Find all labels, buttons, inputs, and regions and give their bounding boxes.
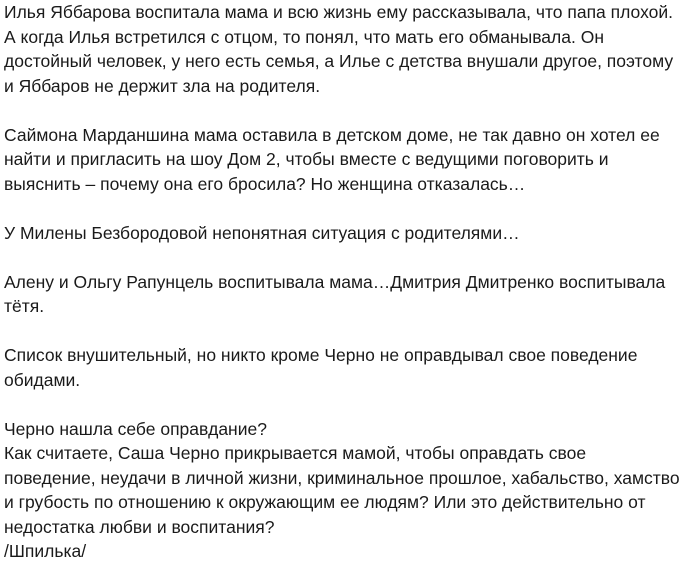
paragraph-list — [4, 343, 696, 392]
article-body — [4, 0, 696, 564]
text-line: обидами. — [4, 369, 81, 390]
paragraph-yabbarov — [4, 0, 696, 98]
text-line: найти и пригласить на шоу Дом 2, чтобы вместе с ведущими поговорить и — [4, 149, 609, 169]
text-line: достойный человек, у него есть семья, а Илье с детства внушали другое, поэтому — [4, 51, 674, 71]
paragraph-question — [4, 417, 696, 564]
text-line: Как считаете, Саша Черно прикрывается мамой, чтобы оправдать свое — [4, 443, 587, 463]
text-line: Илья Яббарова воспитала мама и всю жизнь ему рассказывала, что папа плохой. — [4, 2, 673, 22]
paragraph-rapunzel — [4, 270, 696, 319]
text-line: Черно нашла себе оправдание? — [4, 418, 267, 439]
text-line: Алену и Ольгу Рапунцель воспитывала мама…Дмитрия Дмитренко воспитывала — [4, 271, 666, 292]
text-line: и грубость по отношению к окружающим ее людям? Или это действительно от — [4, 492, 646, 512]
text-line: недостатка любви и воспитания? — [4, 516, 275, 537]
signature-text: /Шпилька/ — [4, 541, 87, 561]
text-line: тётя. — [4, 296, 45, 316]
text-line: Саймона Марданшина мама оставила в детском доме, не так давно он хотел ее — [4, 124, 660, 145]
text-line: У Милены Безбородовой непонятная ситуация с родителями… — [4, 222, 520, 243]
text-line: Список внушительный, но никто кроме Черно не оправдывал свое поведение — [4, 345, 638, 365]
text-line: и Яббаров не держит зла на родителя. — [4, 75, 321, 96]
text-line: выяснить – почему она его бросила? Но женщина отказалась… — [4, 173, 526, 194]
paragraph-mardanshin — [4, 123, 696, 197]
paragraph-bezborodova — [4, 221, 696, 246]
text-line: поведение, неудачи в личной жизни, криминальное прошлое, хабальство, хамство — [4, 467, 680, 488]
text-line: А когда Илья встретился с отцом, то понял, что мать его обманывала. Он — [4, 26, 604, 47]
